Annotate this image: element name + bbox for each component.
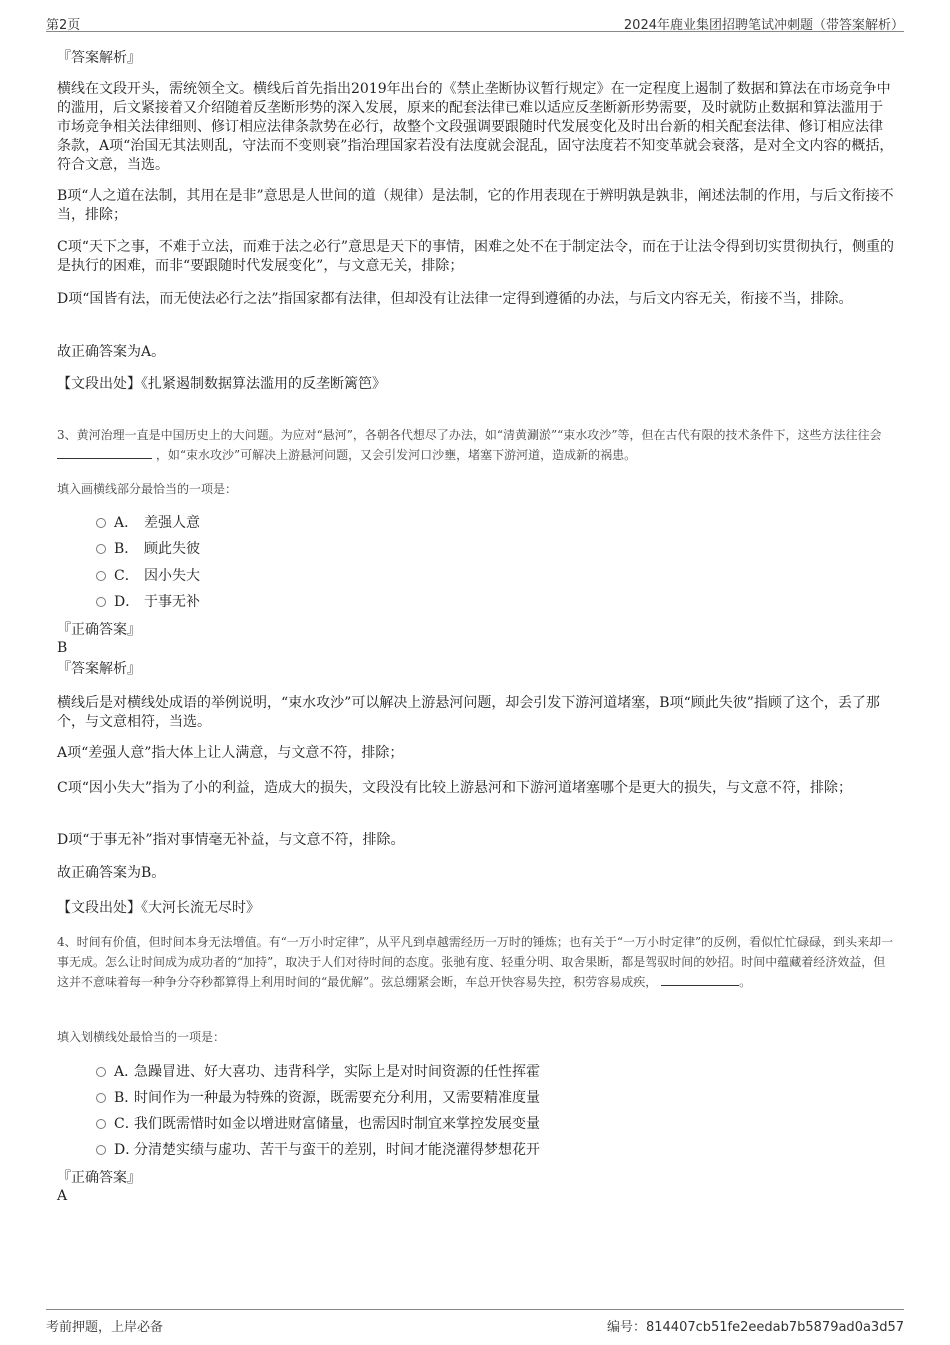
q3-analysis-label: 『答案解析』 [57, 661, 141, 677]
footer-code-label: 编号： [606, 1320, 646, 1335]
q4-prompt: 填入划横线处最恰当的一项是： [57, 1030, 226, 1044]
q3-answer: B [57, 640, 68, 656]
q4-answer-label: 『正确答案』 [57, 1170, 141, 1186]
q3-answer-label: 『正确答案』 [57, 622, 141, 638]
q3-conclusion: 故正确答案为B。 [57, 865, 166, 881]
q3-prompt: 填入画横线部分最恰当的一项是： [57, 482, 238, 496]
document-title: 2024年鹿业集团招聘笔试冲刺题（带答案解析） [623, 18, 904, 33]
radio-icon[interactable] [96, 1067, 106, 1077]
q2-analysis-p1: 横线在文段开头，需统领全文。横线后首先指出2019年出台的《禁止垄断协议暂行规定》在一定程度上遏制了数据和算法在市场竞争中的滥用，后文紧接着又介绍随着反垄断形势的深入发展，原来的配套法律已难以适应反垄断新形势需要，及时就防止数据和算法滥用于市场竞争相关法律细则、修订相应法律条款势在必行，故整个文段强调要跟随时代发展变化及时出台新的相关配套法律、修订相应法律条款，A项“治国无其法则乱，守法而不变则衰”指治理国家若没有法度就会混乱，固守法度若不知变革就会衰落，是对全文内容的概括，符合文意，当选。 [57, 81, 894, 173]
q4-option-a[interactable]: A．急躁冒进、好大喜功、违背科学，实际上是对时间资源的任性挥霍 [96, 1063, 540, 1082]
q3-option-b[interactable]: B． 顾此失彼 [96, 540, 200, 559]
q4-answer: A [57, 1188, 68, 1204]
page-header [46, 12, 904, 32]
q3-stem-part1: 3、黄河治理一直是中国历史上的大问题。为应对“悬河”，各朝各代想尽了办法，如“清黄涮淤”“束水攻沙”等，但在古代有限的技术条件下，这些方法往往会 [57, 428, 882, 442]
q3-analysis-p4: D项“于事无补”指对事情毫无补益，与文意不符，排除。 [57, 832, 405, 848]
radio-icon[interactable] [96, 1093, 106, 1103]
radio-icon[interactable] [96, 518, 106, 528]
q3-blank [57, 447, 152, 459]
q3-analysis-p2: A项“差强人意”指大体上让人满意，与文意不符，排除； [57, 745, 404, 761]
q4-stem-part1: 4、时间有价值，但时间本身无法增值。有“一万小时定律”，从平凡到卓越需经历一万时的锤炼；也有关于“一万小时定律”的反例，看似忙忙碌碌，到头来却一事无成。怎么让时间成为成功者的“加持”，取决于人们对待时间的态度。张驰有度、轻重分明、取舍果断，都是驾驭时间的妙招。时间中蕴藏着经济效益，但这并不意味着每一种争分夺秒都算得上利用时间的“最优解”。弦总绷紧会断，车总开快容易失控，积劳容易成疾， [57, 935, 894, 989]
q2-analysis-label: 『答案解析』 [57, 50, 141, 66]
q2-analysis-p3: C项“天下之事，不难于立法，而难于法之必行”意思是天下的事情，困难之处不在于制定法令，而在于让法令得到切实贯彻执行，侧重的是执行的困难，而非“要跟随时代发展变化”，与文意无关，排除； [57, 239, 895, 274]
q3-option-d[interactable]: D． 于事无补 [96, 593, 200, 612]
radio-icon[interactable] [96, 1119, 106, 1129]
radio-icon[interactable] [96, 544, 106, 554]
q2-analysis-p4: D项“国皆有法，而无使法必行之法”指国家都有法律，但却没有让法律一定得到遵循的办法，与后文内容无关，衔接不当，排除。 [57, 291, 853, 307]
footer-code-value: 814407cb51fe2eedab7b5879ad0a3d57 [645, 1320, 904, 1335]
footer-code [607, 1316, 904, 1335]
q4-option-c[interactable]: C．我们既需惜时如金以增进财富储量，也需因时制宜来掌控发展变量 [96, 1115, 540, 1134]
q4-option-b[interactable]: B．时间作为一种最为特殊的资源，既需要充分利用，又需要精准度量 [96, 1089, 540, 1108]
q3-stem-part2: ，如“束水攻沙”可解决上游悬河问题，又会引发河口沙壅，堵塞下游河道，造成新的祸患。 [155, 448, 637, 462]
q3-option-c[interactable]: C． 因小失大 [96, 567, 200, 586]
q2-source: 【文段出处】《扎紧遏制数据算法滥用的反垄断篱笆》 [57, 376, 386, 392]
q3-analysis-p1: 横线后是对横线处成语的举例说明，“束水攻沙”可以解决上游悬河问题，却会引发下游河道堵塞，B项“顾此失彼”指顾了这个，丢了那个，与文意相符，当选。 [57, 695, 880, 730]
q3-analysis-p3: C项“因小失大”指为了小的利益，造成大的损失，文段没有比较上游悬河和下游河道堵塞哪个是更大的损失，与文意不符，排除； [57, 780, 853, 796]
footer-slogan: 考前押题，上岸必备 [46, 1320, 164, 1335]
page-footer [46, 1309, 904, 1335]
q2-conclusion: 故正确答案为A。 [57, 344, 166, 360]
radio-icon[interactable] [96, 571, 106, 581]
q4-blank [661, 974, 739, 986]
radio-icon[interactable] [96, 1145, 106, 1155]
q4-stem [57, 932, 895, 992]
q2-analysis-p2: B项“人之道在法制，其用在是非”意思是人世间的道（规律）是法制，它的作用表现在于辨明孰是孰非，阐述法制的作用，与后文衔接不当，排除； [57, 188, 894, 223]
q3-source: 【文段出处】《大河长流无尽时》 [57, 900, 260, 916]
radio-icon[interactable] [96, 597, 106, 607]
page-number: 第2页 [46, 18, 81, 33]
q4-stem-part2: 。 [739, 975, 752, 989]
q4-option-d[interactable]: D．分清楚实绩与虚功、苦干与蛮干的差别，时间才能浇灌得梦想花开 [96, 1141, 540, 1160]
q3-stem [57, 425, 895, 465]
q3-option-a[interactable]: A． 差强人意 [96, 514, 200, 533]
